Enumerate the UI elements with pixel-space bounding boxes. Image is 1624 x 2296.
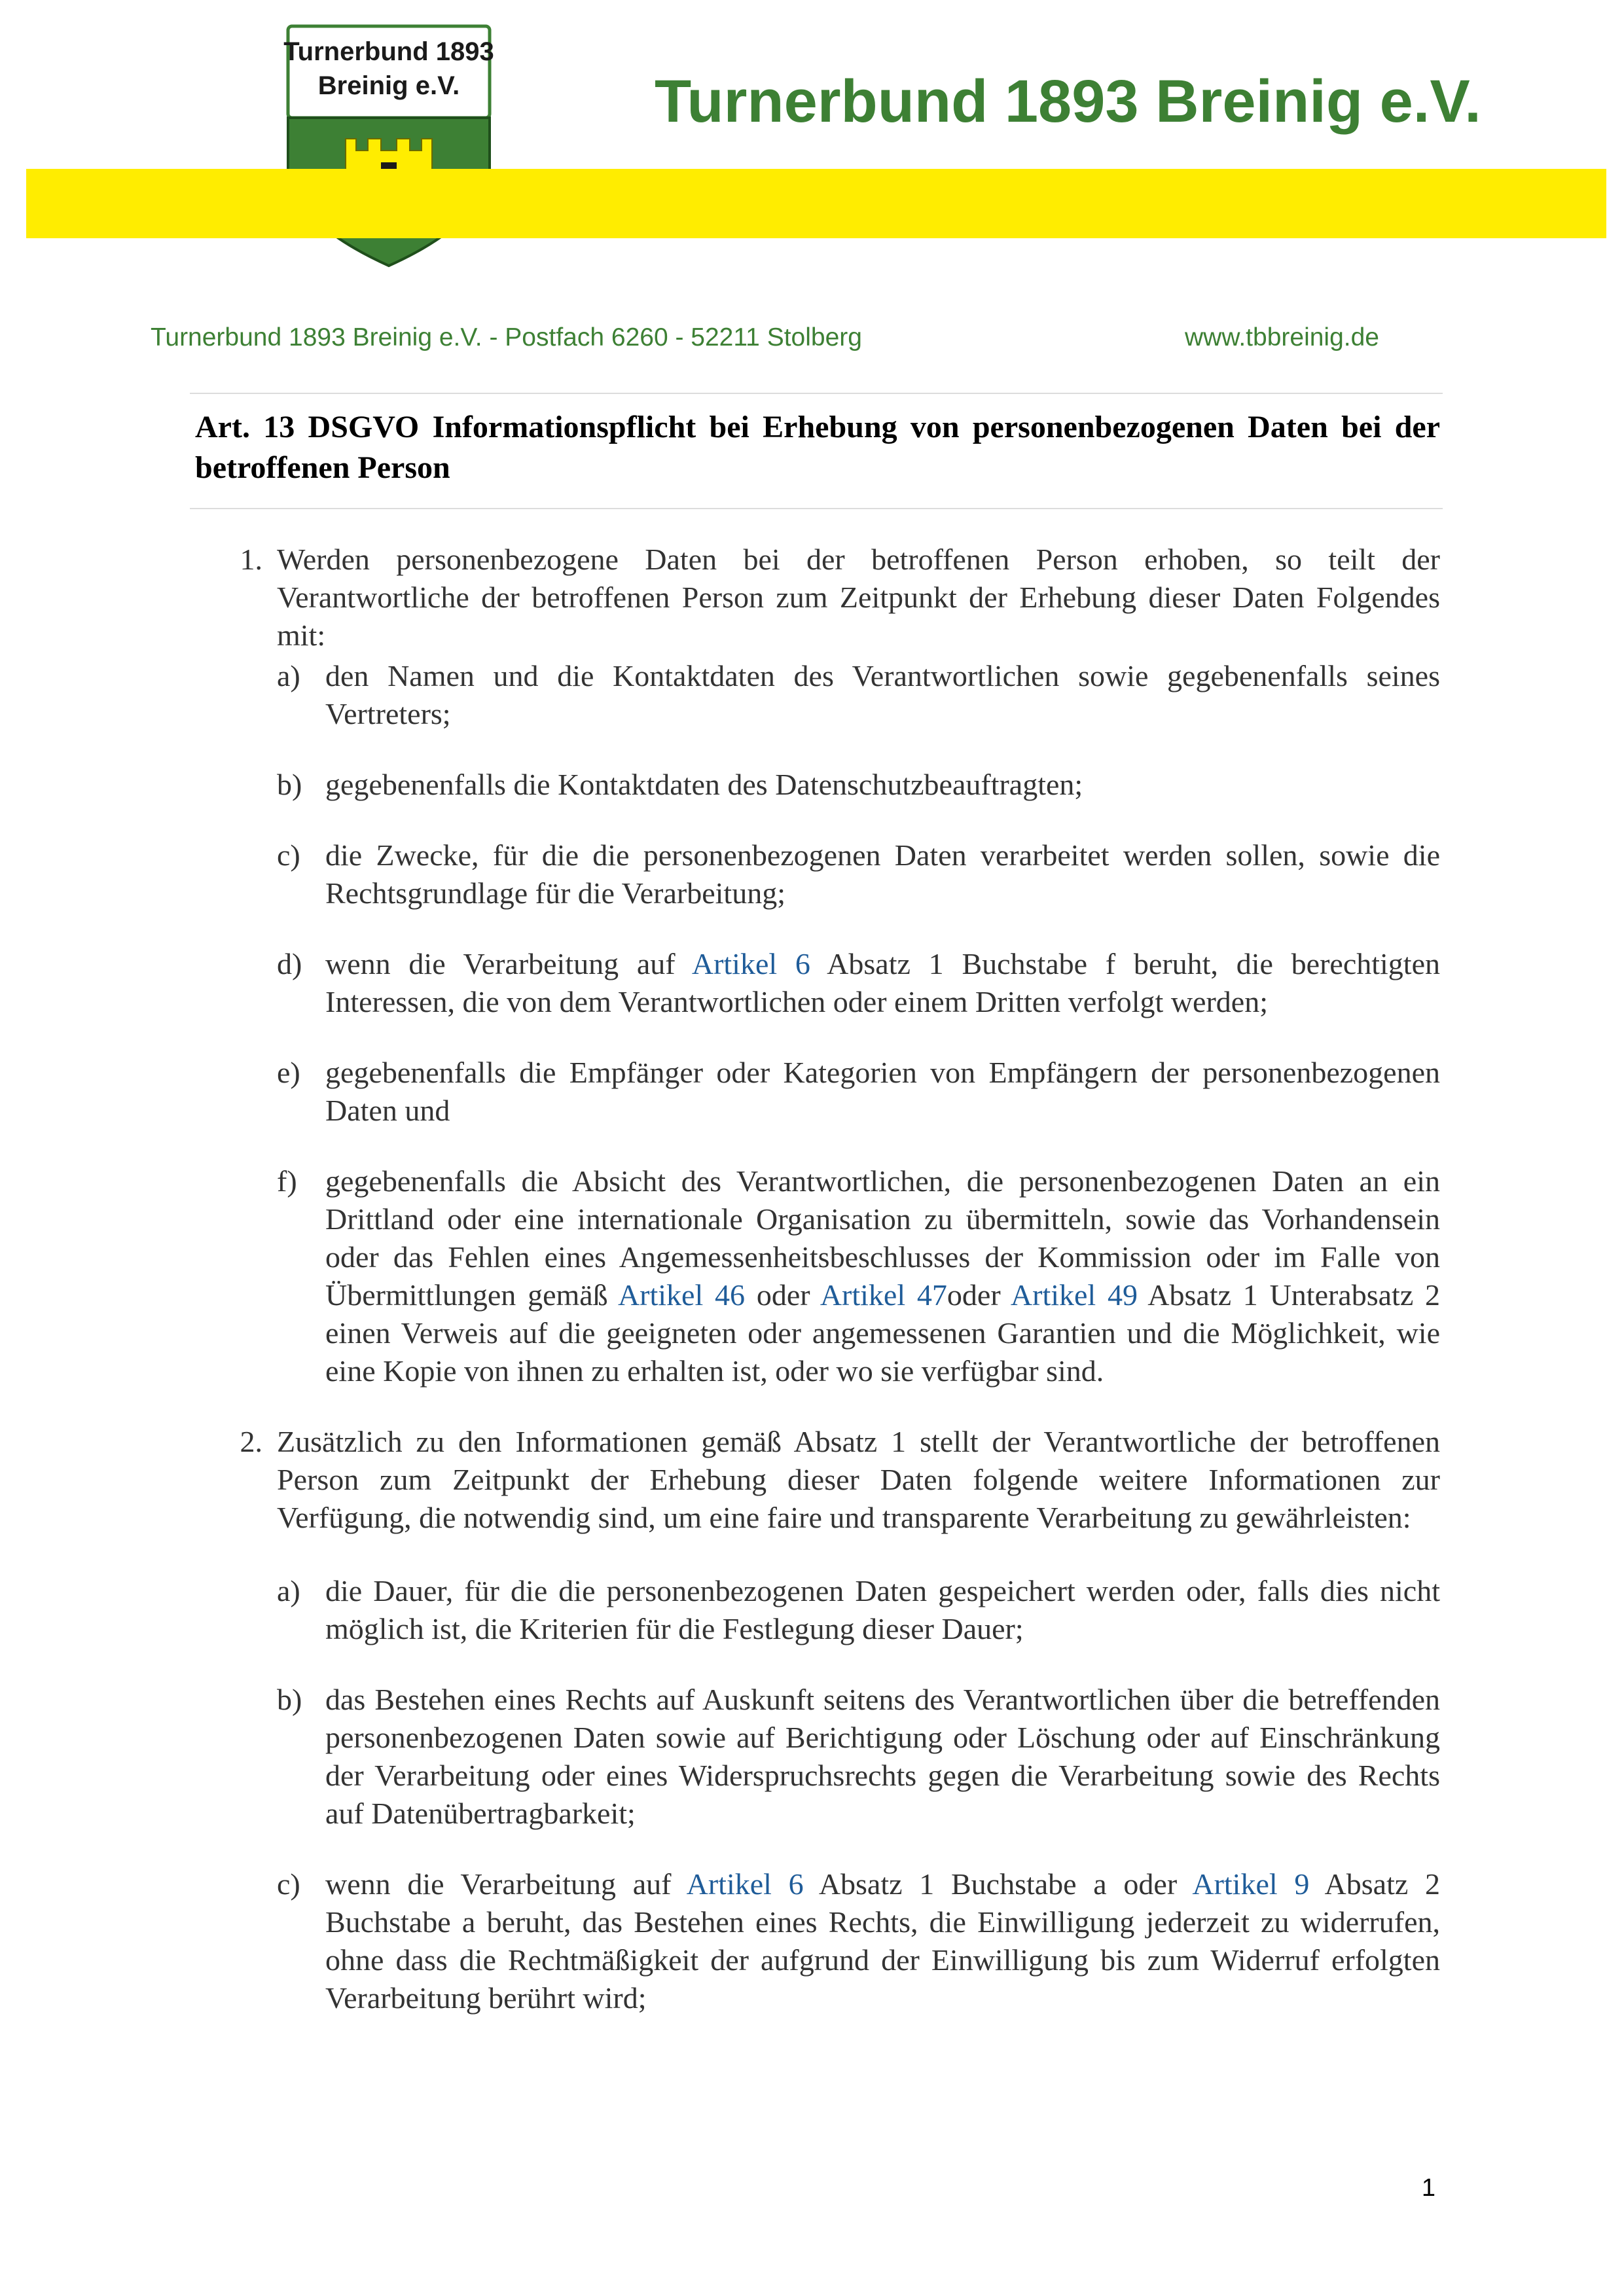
subitem-1f [277,1162,1440,1390]
text-segment: Absatz 1 Buchstabe a oder [803,1867,1193,1901]
heading-divider-bottom [190,508,1443,509]
subitem-1a [277,657,1440,733]
text-segment: oder [947,1278,1011,1312]
subitem-1b [277,766,1440,804]
paragraph-1-subitems [190,657,1440,1390]
paragraph-text [277,1423,1440,1537]
artikel-47-link[interactable]: Artikel 47 [820,1278,947,1312]
article-body [190,541,1440,2017]
subitem-letter: e) [277,1056,300,1089]
subitem-2b [277,1681,1440,1833]
page-number: 1 [1421,2174,1435,2202]
text-segment: Absatz 1 Unterabsatz 2 einen Verweis auf die geeigneten oder angemessenen Garantien und die Möglichkeit, wie eine Kopie von ihnen zu erhalten ist, oder wo sie verfügbar sind. [325,1278,1441,1388]
text-segment: wenn die Verarbeitung auf [325,947,692,980]
artikel-49-link[interactable]: Artikel 49 [1010,1278,1138,1312]
postal-address: Turnerbund 1893 Breinig e.V. - Postfach 6260 - 52211 Stolberg [151,323,862,351]
subitem-letter: d) [277,947,302,980]
yellow-header-band [26,169,1606,238]
letterhead-address-line [151,319,1379,356]
subitem-text: das Bestehen eines Rechts auf Auskunft seitens des Verantwortlichen über die betreffenden personenbezogenen Daten sowie auf Berichtigung oder Löschung oder auf Einschränkung der Verarbeitung oder eines Widerspruchsrechts gegen die Verarbeitung sowie des Rechts auf Datenübertragbarkeit; [325,1683,1440,1830]
subitem-letter: b) [277,1683,302,1716]
subitem-text: gegebenenfalls die Empfänger oder Kategorien von Empfängern der personenbezogenen Daten und [325,1056,1440,1127]
text-segment: oder [745,1278,820,1312]
subitem-text: den Namen und die Kontaktdaten des Verantwortlichen sowie gegebenenfalls seines Vertreters; [325,659,1440,730]
article-heading: Art. 13 DSGVO Informationspflicht bei Erhebung von personenbezogenen Daten bei der betroffenen Person [195,410,1440,485]
paragraph-text [277,541,1440,655]
artikel-6-link[interactable]: Artikel 6 [691,947,810,980]
subitem-text [325,1865,1440,2017]
club-name-title: Turnerbund 1893 Breinig e.V. [655,68,1481,135]
text-segment: Absatz 2 Buchstabe a beruht, das Bestehen eines Rechts, die Einwilligung jederzeit zu widerrufen, ohne dass die Rechtmäßigkeit der aufgrund der Einwilligung bis zum Widerruf erfolgten Verarbeitung berührt wird; [325,1867,1440,2015]
logo-text-line2: Breinig e.V. [317,71,460,100]
heading-divider-top [190,393,1443,394]
paragraph-intro: Zusätzlich zu den Informationen gemäß Absatz 1 stellt der Verantwortliche der betroffenen Person zum Zeitpunkt der Erhebung dieser Daten folgende weitere Informationen zur Verfügung, die notwendig sind, um eine faire und transparente Verarbeitung zu gewährleisten: [277,1425,1440,1534]
logo-text-line1: Turnerbund 1893 [283,37,494,66]
text-segment: Absatz 1 Buchstabe f beruht, die berechtigten Interessen, die von dem Verantwortlichen oder einem Dritten verfolgt werden; [325,947,1441,1018]
subitem-1c [277,836,1440,912]
subitem-2c [277,1865,1440,2017]
subitem-letter: a) [277,1574,300,1607]
paragraph-number: 2. [240,1425,262,1458]
subitem-text [325,945,1440,1021]
paragraph-2 [190,1423,1440,1537]
subitem-1d [277,945,1440,1021]
subitem-2a [277,1572,1440,1648]
paragraph-1 [190,541,1440,655]
paragraph-intro: Werden personenbezogene Daten bei der betroffenen Person erhoben, so teilt der Verantwortliche der betroffenen Person zum Zeitpunkt der Erhebung dieser Daten Folgendes mit: [277,543,1440,652]
subitem-1e [277,1054,1440,1130]
paragraph-2-subitems [190,1572,1440,2017]
website-url: www.tbbreinig.de [1185,323,1379,351]
subitem-letter: b) [277,768,302,801]
artikel-6-link[interactable]: Artikel 6 [686,1867,804,1901]
paragraph-number: 1. [240,543,262,576]
subitem-text: gegebenenfalls die Kontaktdaten des Datenschutzbeauftragten; [325,768,1083,801]
subitem-text: die Zwecke, für die die personenbezogenen Daten verarbeitet werden sollen, sowie die Rechtsgrundlage für die Verarbeitung; [325,838,1440,910]
subitem-letter: a) [277,659,300,692]
subitem-letter: c) [277,838,300,872]
text-segment: wenn die Verarbeitung auf [325,1867,687,1901]
artikel-46-link[interactable]: Artikel 46 [617,1278,746,1312]
subitem-letter: f) [277,1164,297,1198]
subitem-text: die Dauer, für die die personenbezogenen Daten gespeichert werden oder, falls dies nicht möglich ist, die Kriterien für die Festlegung dieser Dauer; [325,1574,1440,1645]
text-segment: gegebenenfalls die Absicht des Verantwortlichen, die personenbezogenen Daten an ein Drittland oder eine internationale Organisation zu übermitteln, sowie das Vorhandensein oder das Fehlen eines Angemessenheitsbeschlusses der Kommission oder im Falle von Übermittlungen gemäß [325,1164,1440,1312]
subitem-text [325,1162,1440,1390]
artikel-9-link[interactable]: Artikel 9 [1192,1867,1310,1901]
subitem-letter: c) [277,1867,300,1901]
